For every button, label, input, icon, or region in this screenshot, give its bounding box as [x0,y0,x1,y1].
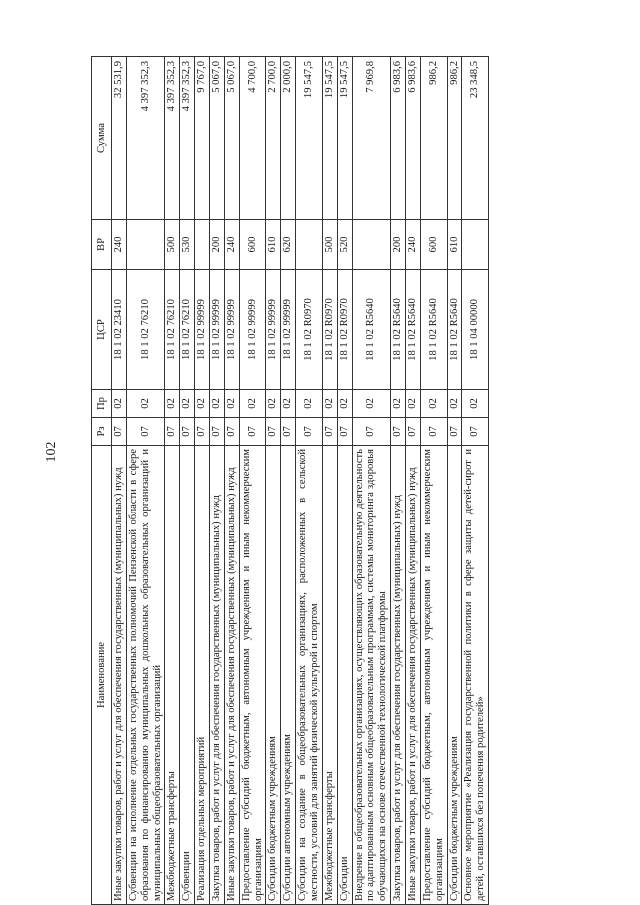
cell-pr: 02 [126,390,165,418]
cell-vr: 600 [420,220,447,270]
table-row [180,57,195,905]
table-row [406,57,421,905]
cell-vr: 610 [447,220,462,270]
cell-sum: 9 767,0 [195,57,210,220]
cell-vr: 200 [391,220,406,270]
cell-vr: 200 [210,220,225,270]
cell-pr: 02 [352,390,391,418]
cell-sum: 5 067,0 [210,57,225,220]
cell-sum: 19 547,5 [322,57,337,220]
table-row [322,57,337,905]
cell-vr: 520 [337,220,352,270]
cell-rz: 07 [112,418,127,446]
table-row [126,57,165,905]
cell-pr: 02 [322,390,337,418]
cell-pr: 02 [462,390,489,418]
header-row [92,57,112,905]
table-row [281,57,296,905]
cell-pr: 02 [406,390,421,418]
cell-sum: 4 397 352,3 [180,57,195,220]
header-vr: ВР [92,220,112,270]
cell-rz: 07 [281,418,296,446]
cell-name: Субвенции на исполнение отдельных государственных полномочий Пензенской области в сфере образования по финансированию муниципальных дошкольных образовательных организаций и муниципальных общеобразовательных организаций [126,446,165,905]
cell-rz: 07 [391,418,406,446]
table-header [92,57,112,905]
table-row [239,57,266,905]
cell-name: Межбюджетные трансферты [322,446,337,905]
table-row [462,57,489,905]
budget-table [91,56,489,905]
cell-pr: 02 [420,390,447,418]
cell-pr: 02 [391,390,406,418]
cell-pr: 02 [266,390,281,418]
cell-csr: 18 1 02 76210 [180,270,195,390]
cell-csr: 18 1 02 99999 [266,270,281,390]
cell-rz: 07 [296,418,323,446]
cell-vr: 500 [165,220,180,270]
cell-rz: 07 [406,418,421,446]
cell-csr: 18 1 02 99999 [195,270,210,390]
cell-pr: 02 [281,390,296,418]
budget-table-container [91,57,622,905]
cell-sum: 6 983,6 [391,57,406,220]
cell-sum: 19 547,5 [296,57,323,220]
cell-rz: 07 [352,418,391,446]
cell-rz: 07 [462,418,489,446]
table-row [210,57,225,905]
cell-rz: 07 [239,418,266,446]
cell-name: Субсидии на создание в общеобразовательных организациях, расположенных в сельской местности, условий для занятий физической культурой и спортом [296,446,323,905]
cell-csr: 18 1 02 99999 [224,270,239,390]
cell-name: Внедрение в общеобразовательных организациях, осуществляющих образовательную деятельность по адаптированным основным общеобразовательным программам, системы мониторинга здоровья обучающихся на основе отечественной технологической платформы [352,446,391,905]
header-csr: ЦСР [92,270,112,390]
page-number: 102 [44,441,59,463]
cell-vr: 600 [239,220,266,270]
cell-name: Субсидии бюджетным учреждениям [266,446,281,905]
cell-rz: 07 [180,418,195,446]
cell-pr: 02 [447,390,462,418]
cell-name: Иные закупки товаров, работ и услуг для обеспечения государственных (муниципальных) нужд [112,446,127,905]
cell-vr [296,220,323,270]
cell-sum: 6 983,6 [406,57,421,220]
cell-pr: 02 [296,390,323,418]
cell-rz: 07 [322,418,337,446]
table-row [337,57,352,905]
cell-csr: 18 1 02 R5640 [352,270,391,390]
cell-csr: 18 1 02 R5640 [406,270,421,390]
table-row [420,57,447,905]
cell-sum: 23 348,5 [462,57,489,220]
cell-pr: 02 [210,390,225,418]
cell-sum: 5 067,0 [224,57,239,220]
cell-csr: 18 1 02 R0970 [322,270,337,390]
cell-csr: 18 1 02 R5640 [391,270,406,390]
cell-name: Закупка товаров, работ и услуг для обеспечения государственных (муниципальных) нужд [210,446,225,905]
cell-rz: 07 [126,418,165,446]
cell-sum: 986,2 [420,57,447,220]
cell-rz: 07 [224,418,239,446]
cell-csr: 18 1 02 R0970 [296,270,323,390]
cell-name: Предоставление субсидий бюджетным, автономным учреждениям и иным некоммерческим организациям [239,446,266,905]
table-row [447,57,462,905]
cell-name: Межбюджетные трансферты [165,446,180,905]
cell-name: Субвенции [180,446,195,905]
cell-csr: 18 1 02 76210 [126,270,165,390]
cell-vr: 500 [322,220,337,270]
cell-vr: 240 [224,220,239,270]
cell-vr [126,220,165,270]
cell-csr: 18 1 02 99999 [210,270,225,390]
cell-rz: 07 [195,418,210,446]
cell-rz: 07 [165,418,180,446]
cell-pr: 02 [112,390,127,418]
table-row [195,57,210,905]
cell-vr [195,220,210,270]
cell-pr: 02 [165,390,180,418]
table-row [224,57,239,905]
cell-pr: 02 [239,390,266,418]
cell-vr: 610 [266,220,281,270]
cell-sum: 4 700,0 [239,57,266,220]
cell-rz: 07 [447,418,462,446]
cell-name: Реализация отдельных мероприятий [195,446,210,905]
cell-pr: 02 [337,390,352,418]
cell-csr: 18 1 02 99999 [239,270,266,390]
cell-sum: 32 531,9 [112,57,127,220]
table-row [296,57,323,905]
cell-name: Предоставление субсидий бюджетным, автономным учреждениям и иным некоммерческим организациям [420,446,447,905]
table-row [165,57,180,905]
cell-pr: 02 [195,390,210,418]
cell-name: Субсидии бюджетным учреждениям [447,446,462,905]
cell-pr: 02 [224,390,239,418]
cell-vr: 240 [406,220,421,270]
table-row [352,57,391,905]
cell-csr: 18 1 02 76210 [165,270,180,390]
cell-rz: 07 [420,418,447,446]
header-pr: Пр [92,390,112,418]
cell-vr [462,220,489,270]
cell-name: Субсидии [337,446,352,905]
header-name: Наименование [92,446,112,905]
cell-name: Субсидии автономным учреждениям [281,446,296,905]
cell-vr: 240 [112,220,127,270]
header-rz: Рз [92,418,112,446]
cell-name: Основное мероприятие «Реализация государственной политики в сфере защиты детей-сирот и детей, оставшихся без попечения родителей» [462,446,489,905]
cell-name: Иные закупки товаров, работ и услуг для обеспечения государственных (муниципальных) нужд [406,446,421,905]
header-sum: Сумма [92,57,112,220]
cell-rz: 07 [337,418,352,446]
cell-csr: 18 1 02 R5640 [420,270,447,390]
cell-csr: 18 1 02 23410 [112,270,127,390]
table-row [266,57,281,905]
cell-sum: 4 397 352,3 [165,57,180,220]
cell-sum: 4 397 352,3 [126,57,165,220]
cell-sum: 986,2 [447,57,462,220]
cell-sum: 7 969,8 [352,57,391,220]
cell-name: Закупка товаров, работ и услуг для обеспечения государственных (муниципальных) нужд [391,446,406,905]
cell-vr [352,220,391,270]
table-row [391,57,406,905]
cell-rz: 07 [266,418,281,446]
cell-csr: 18 1 02 R5640 [447,270,462,390]
table-row [112,57,127,905]
cell-pr: 02 [180,390,195,418]
cell-sum: 19 547,5 [337,57,352,220]
cell-vr: 620 [281,220,296,270]
cell-sum: 2 000,0 [281,57,296,220]
cell-csr: 18 1 02 R0970 [337,270,352,390]
cell-rz: 07 [210,418,225,446]
cell-csr: 18 1 02 99999 [281,270,296,390]
cell-vr: 530 [180,220,195,270]
cell-csr: 18 1 04 00000 [462,270,489,390]
cell-name: Иные закупки товаров, работ и услуг для обеспечения государственных (муниципальных) нужд [224,446,239,905]
table-body [112,57,489,905]
cell-sum: 2 700,0 [266,57,281,220]
